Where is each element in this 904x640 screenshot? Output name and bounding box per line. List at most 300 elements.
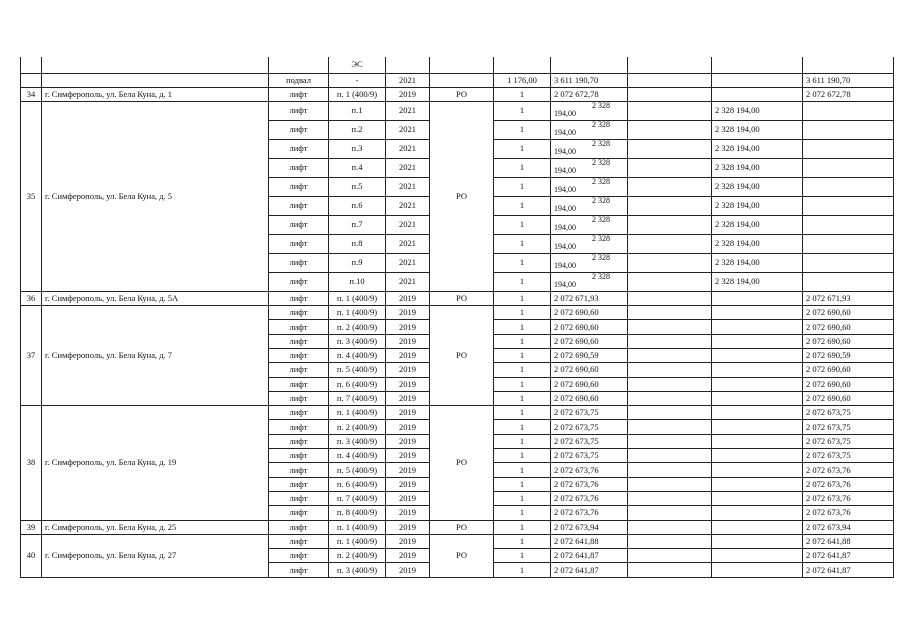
year-cell: 2019 bbox=[386, 434, 430, 448]
quantity-cell: 1 bbox=[494, 234, 551, 253]
cost-split-value bbox=[554, 178, 624, 194]
quantity-cell: 1 bbox=[494, 420, 551, 434]
cost-line-1: 2 328 bbox=[592, 120, 610, 129]
element-id-cell: п.5 bbox=[329, 177, 386, 196]
year-cell: 2019 bbox=[386, 491, 430, 505]
address-cell: г. Симферополь, ул. Бела Куна, д. 5А bbox=[42, 291, 269, 305]
row-number-cell: 37 bbox=[21, 306, 42, 406]
cost-split-value bbox=[554, 102, 624, 118]
quantity-cell: 1 bbox=[494, 87, 551, 101]
table-row bbox=[21, 520, 894, 534]
cost-cell: 2 072 690,60 bbox=[551, 320, 628, 334]
fund-cell bbox=[712, 391, 803, 405]
budget-cell: 2 072 673,75 bbox=[803, 406, 894, 420]
fund-cell: 2 328 194,00 bbox=[712, 253, 803, 272]
element-type-cell: лифт bbox=[269, 334, 329, 348]
cost-line-1: 2 328 bbox=[592, 272, 610, 281]
cost-cell: 2 072 671,93 bbox=[551, 291, 628, 305]
element-id-cell: п. 6 (400/9) bbox=[329, 477, 386, 491]
quantity-cell: 1 bbox=[494, 320, 551, 334]
year-cell: 2019 bbox=[386, 87, 430, 101]
cost-line-2: 194,00 bbox=[554, 127, 576, 137]
year-cell: 2019 bbox=[386, 549, 430, 563]
cost-cell: 2 072 673,75 bbox=[551, 434, 628, 448]
element-id-cell: п.10 bbox=[329, 272, 386, 291]
empty-cell bbox=[628, 320, 712, 334]
element-id-cell: п. 8 (400/9) bbox=[329, 506, 386, 520]
address-cell: г. Симферополь, ул. Бела Куна, д. 5 bbox=[42, 101, 269, 291]
year-cell: 2019 bbox=[386, 377, 430, 391]
address-cell: г. Симферополь, ул. Бела Куна, д. 1 bbox=[42, 87, 269, 101]
budget-cell: 2 072 690,60 bbox=[803, 391, 894, 405]
header-fragment-row bbox=[21, 57, 894, 73]
year-cell: 2019 bbox=[386, 463, 430, 477]
cost-cell: 2 072 673,76 bbox=[551, 491, 628, 505]
fund-cell bbox=[712, 463, 803, 477]
element-id-cell: - bbox=[329, 73, 386, 87]
cost-line-2: 194,00 bbox=[554, 203, 576, 213]
fund-cell bbox=[712, 549, 803, 563]
budget-cell bbox=[803, 120, 894, 139]
quantity-cell: 1 bbox=[494, 434, 551, 448]
element-id-cell: п.4 bbox=[329, 158, 386, 177]
cost-cell bbox=[551, 272, 628, 291]
element-id-cell: п.3 bbox=[329, 139, 386, 158]
fund-cell: 2 328 194,00 bbox=[712, 177, 803, 196]
cost-line-1: 2 328 bbox=[592, 101, 610, 110]
quantity-cell: 1 bbox=[494, 520, 551, 534]
cost-cell: 2 072 641,87 bbox=[551, 549, 628, 563]
method-cell bbox=[430, 73, 494, 87]
row-number-cell: 38 bbox=[21, 406, 42, 520]
quantity-cell: 1 bbox=[494, 196, 551, 215]
cost-cell: 2 072 690,60 bbox=[551, 306, 628, 320]
cost-cell: 2 072 690,60 bbox=[551, 391, 628, 405]
quantity-cell: 1 bbox=[494, 534, 551, 548]
method-cell: РО bbox=[430, 306, 494, 406]
cost-cell bbox=[551, 177, 628, 196]
empty-cell bbox=[628, 177, 712, 196]
element-type-cell: лифт bbox=[269, 434, 329, 448]
quantity-cell: 1 bbox=[494, 477, 551, 491]
fund-cell bbox=[712, 506, 803, 520]
year-cell: 2021 bbox=[386, 215, 430, 234]
element-id-cell: п. 3 (400/9) bbox=[329, 334, 386, 348]
year-cell: 2019 bbox=[386, 506, 430, 520]
cost-split-value bbox=[554, 159, 624, 175]
element-type-cell: лифт bbox=[269, 177, 329, 196]
element-id-cell: п. 3 (400/9) bbox=[329, 434, 386, 448]
cost-cell: 2 072 673,76 bbox=[551, 506, 628, 520]
address-cell: г. Симферополь, ул. Бела Куна, д. 19 bbox=[42, 406, 269, 520]
element-id-cell: п. 7 (400/9) bbox=[329, 491, 386, 505]
quantity-cell: 1 bbox=[494, 139, 551, 158]
year-cell: 2021 bbox=[386, 177, 430, 196]
cost-line-2: 194,00 bbox=[554, 146, 576, 156]
year-cell: 2019 bbox=[386, 348, 430, 362]
empty-cell bbox=[628, 215, 712, 234]
fund-cell: 2 328 194,00 bbox=[712, 234, 803, 253]
quantity-cell: 1 bbox=[494, 391, 551, 405]
cost-line-2: 194,00 bbox=[554, 222, 576, 232]
budget-cell: 2 072 673,94 bbox=[803, 520, 894, 534]
element-type-cell: лифт bbox=[269, 120, 329, 139]
cost-cell: 3 611 190,70 bbox=[551, 73, 628, 87]
empty-cell bbox=[628, 563, 712, 577]
year-cell: 2019 bbox=[386, 534, 430, 548]
year-cell: 2021 bbox=[386, 158, 430, 177]
cost-cell: 2 072 673,76 bbox=[551, 463, 628, 477]
quantity-cell: 1 bbox=[494, 348, 551, 362]
element-id-cell: п. 1 (400/9) bbox=[329, 534, 386, 548]
year-cell: 2019 bbox=[386, 391, 430, 405]
cost-cell: 2 072 673,75 bbox=[551, 420, 628, 434]
fund-cell bbox=[712, 449, 803, 463]
quantity-cell: 1 bbox=[494, 334, 551, 348]
method-cell: РО bbox=[430, 534, 494, 577]
quantity-cell: 1 bbox=[494, 291, 551, 305]
budget-cell: 2 072 673,76 bbox=[803, 463, 894, 477]
fund-cell: 2 328 194,00 bbox=[712, 139, 803, 158]
cost-line-2: 194,00 bbox=[554, 108, 576, 118]
empty-cell bbox=[628, 87, 712, 101]
address-cell: г. Симферополь, ул. Бела Куна, д. 7 bbox=[42, 306, 269, 406]
quantity-cell: 1 bbox=[494, 215, 551, 234]
budget-cell: 2 072 641,87 bbox=[803, 549, 894, 563]
quantity-cell: 1 bbox=[494, 506, 551, 520]
element-type-cell: лифт bbox=[269, 549, 329, 563]
empty-cell bbox=[628, 549, 712, 563]
empty-cell bbox=[628, 334, 712, 348]
fund-cell: 2 328 194,00 bbox=[712, 158, 803, 177]
budget-cell: 2 072 673,76 bbox=[803, 506, 894, 520]
cost-split-value bbox=[554, 216, 624, 232]
fund-cell bbox=[712, 320, 803, 334]
empty-cell bbox=[628, 306, 712, 320]
fund-cell bbox=[712, 520, 803, 534]
fund-cell bbox=[712, 563, 803, 577]
budget-cell: 2 072 690,60 bbox=[803, 320, 894, 334]
budget-cell bbox=[803, 215, 894, 234]
cost-cell bbox=[551, 158, 628, 177]
empty-cell bbox=[628, 534, 712, 548]
fund-cell bbox=[712, 420, 803, 434]
element-id-cell: п.1 bbox=[329, 101, 386, 120]
budget-cell: 2 072 690,60 bbox=[803, 363, 894, 377]
fund-cell bbox=[712, 334, 803, 348]
address-cell: г. Симферополь, ул. Бела Куна, д. 25 bbox=[42, 520, 269, 534]
year-cell: 2019 bbox=[386, 520, 430, 534]
year-cell: 2019 bbox=[386, 291, 430, 305]
cost-line-1: 2 328 bbox=[592, 158, 610, 167]
fund-cell: 2 328 194,00 bbox=[712, 215, 803, 234]
empty-cell bbox=[628, 291, 712, 305]
element-type-cell: лифт bbox=[269, 196, 329, 215]
year-cell: 2019 bbox=[386, 406, 430, 420]
row-number-cell: 39 bbox=[21, 520, 42, 534]
row-number-cell bbox=[21, 73, 42, 87]
fund-cell bbox=[712, 363, 803, 377]
method-cell: РО bbox=[430, 520, 494, 534]
element-type-cell: лифт bbox=[269, 87, 329, 101]
empty-cell bbox=[628, 272, 712, 291]
budget-cell bbox=[803, 177, 894, 196]
year-cell: 2021 bbox=[386, 234, 430, 253]
element-type-cell: лифт bbox=[269, 420, 329, 434]
cost-line-2: 194,00 bbox=[554, 165, 576, 175]
table-row bbox=[21, 406, 894, 420]
element-id-cell: п. 6 (400/9) bbox=[329, 377, 386, 391]
element-type-cell: лифт bbox=[269, 463, 329, 477]
cost-split-value bbox=[554, 254, 624, 270]
table-row bbox=[21, 534, 894, 548]
quantity-cell: 1 bbox=[494, 377, 551, 391]
element-id-cell: п. 1 (400/9) bbox=[329, 291, 386, 305]
cost-line-1: 2 328 bbox=[592, 139, 610, 148]
year-cell: 2019 bbox=[386, 477, 430, 491]
method-cell: РО bbox=[430, 101, 494, 291]
element-type-cell: лифт bbox=[269, 306, 329, 320]
cost-cell: 2 072 673,94 bbox=[551, 520, 628, 534]
method-cell: РО bbox=[430, 291, 494, 305]
cost-line-1: 2 328 bbox=[592, 253, 610, 262]
quantity-cell: 1 bbox=[494, 563, 551, 577]
element-type-cell: лифт bbox=[269, 563, 329, 577]
header-system-label: ЭС bbox=[329, 57, 386, 73]
cost-cell bbox=[551, 120, 628, 139]
empty-cell bbox=[628, 196, 712, 215]
year-cell: 2019 bbox=[386, 420, 430, 434]
element-type-cell: лифт bbox=[269, 377, 329, 391]
empty-cell bbox=[628, 348, 712, 362]
element-id-cell: п. 7 (400/9) bbox=[329, 391, 386, 405]
empty-cell bbox=[628, 234, 712, 253]
cost-cell bbox=[551, 101, 628, 120]
empty-cell bbox=[628, 491, 712, 505]
document-table bbox=[20, 57, 894, 578]
cost-cell bbox=[551, 234, 628, 253]
fund-cell bbox=[712, 73, 803, 87]
element-id-cell: п. 5 (400/9) bbox=[329, 463, 386, 477]
fund-cell: 2 328 194,00 bbox=[712, 101, 803, 120]
element-type-cell: лифт bbox=[269, 534, 329, 548]
cost-line-2: 194,00 bbox=[554, 184, 576, 194]
cost-line-2: 194,00 bbox=[554, 279, 576, 289]
empty-cell bbox=[628, 377, 712, 391]
element-type-cell: лифт bbox=[269, 449, 329, 463]
cost-line-1: 2 328 bbox=[592, 196, 610, 205]
address-cell bbox=[42, 73, 269, 87]
element-type-cell: лифт bbox=[269, 363, 329, 377]
element-type-cell: лифт bbox=[269, 101, 329, 120]
cost-split-value bbox=[554, 235, 624, 251]
empty-cell bbox=[628, 406, 712, 420]
element-id-cell: п.9 bbox=[329, 253, 386, 272]
empty-cell bbox=[628, 120, 712, 139]
address-cell: г. Симферополь, ул. Бела Куна, д. 27 bbox=[42, 534, 269, 577]
fund-cell bbox=[712, 87, 803, 101]
cost-cell: 2 072 690,60 bbox=[551, 377, 628, 391]
table-row bbox=[21, 73, 894, 87]
element-type-cell: лифт bbox=[269, 320, 329, 334]
budget-cell: 2 072 673,76 bbox=[803, 491, 894, 505]
element-type-cell: лифт bbox=[269, 477, 329, 491]
cost-cell: 2 072 690,60 bbox=[551, 363, 628, 377]
budget-cell: 2 072 671,93 bbox=[803, 291, 894, 305]
year-cell: 2019 bbox=[386, 563, 430, 577]
element-type-cell: лифт bbox=[269, 234, 329, 253]
empty-cell bbox=[628, 449, 712, 463]
element-id-cell: п. 1 (400/9) bbox=[329, 406, 386, 420]
quantity-cell: 1 bbox=[494, 549, 551, 563]
element-type-cell: лифт bbox=[269, 291, 329, 305]
budget-cell: 2 072 673,76 bbox=[803, 477, 894, 491]
empty-cell bbox=[628, 101, 712, 120]
cost-cell bbox=[551, 139, 628, 158]
element-id-cell: п. 1 (400/9) bbox=[329, 87, 386, 101]
element-type-cell: лифт bbox=[269, 348, 329, 362]
row-number-cell: 36 bbox=[21, 291, 42, 305]
budget-cell: 2 072 690,60 bbox=[803, 334, 894, 348]
year-cell: 2021 bbox=[386, 272, 430, 291]
quantity-cell: 1 bbox=[494, 363, 551, 377]
budget-cell: 2 072 641,88 bbox=[803, 534, 894, 548]
method-cell: РО bbox=[430, 406, 494, 520]
quantity-cell: 1 bbox=[494, 101, 551, 120]
budget-cell: 2 072 673,75 bbox=[803, 449, 894, 463]
empty-cell bbox=[628, 158, 712, 177]
element-id-cell: п. 1 (400/9) bbox=[329, 520, 386, 534]
element-id-cell: п. 2 (400/9) bbox=[329, 420, 386, 434]
element-id-cell: п. 5 (400/9) bbox=[329, 363, 386, 377]
element-id-cell: п. 2 (400/9) bbox=[329, 320, 386, 334]
cost-cell bbox=[551, 253, 628, 272]
empty-cell bbox=[628, 420, 712, 434]
budget-cell bbox=[803, 272, 894, 291]
element-id-cell: п. 1 (400/9) bbox=[329, 306, 386, 320]
empty-cell bbox=[628, 477, 712, 491]
quantity-cell: 1 bbox=[494, 463, 551, 477]
cost-cell: 2 072 672,78 bbox=[551, 87, 628, 101]
element-type-cell: лифт bbox=[269, 491, 329, 505]
year-cell: 2019 bbox=[386, 320, 430, 334]
cost-line-2: 194,00 bbox=[554, 241, 576, 251]
budget-cell bbox=[803, 234, 894, 253]
year-cell: 2019 bbox=[386, 334, 430, 348]
quantity-cell: 1 176,00 bbox=[494, 73, 551, 87]
element-id-cell: п.8 bbox=[329, 234, 386, 253]
empty-cell bbox=[628, 73, 712, 87]
quantity-cell: 1 bbox=[494, 253, 551, 272]
fund-cell bbox=[712, 377, 803, 391]
row-number-cell: 35 bbox=[21, 101, 42, 291]
table-row bbox=[21, 87, 894, 101]
quantity-cell: 1 bbox=[494, 177, 551, 196]
cost-line-1: 2 328 bbox=[592, 177, 610, 186]
table-row bbox=[21, 101, 894, 120]
quantity-cell: 1 bbox=[494, 406, 551, 420]
fund-cell bbox=[712, 306, 803, 320]
cost-line-1: 2 328 bbox=[592, 215, 610, 224]
budget-cell bbox=[803, 196, 894, 215]
cost-cell: 2 072 673,76 bbox=[551, 477, 628, 491]
year-cell: 2021 bbox=[386, 73, 430, 87]
element-id-cell: п. 3 (400/9) bbox=[329, 563, 386, 577]
table-row bbox=[21, 291, 894, 305]
quantity-cell: 1 bbox=[494, 272, 551, 291]
budget-cell: 2 072 672,78 bbox=[803, 87, 894, 101]
empty-cell bbox=[628, 363, 712, 377]
element-type-cell: лифт bbox=[269, 215, 329, 234]
quantity-cell: 1 bbox=[494, 158, 551, 177]
element-type-cell: лифт bbox=[269, 253, 329, 272]
budget-cell: 3 611 190,70 bbox=[803, 73, 894, 87]
method-cell: РО bbox=[430, 87, 494, 101]
cost-cell: 2 072 673,75 bbox=[551, 406, 628, 420]
quantity-cell: 1 bbox=[494, 491, 551, 505]
year-cell: 2021 bbox=[386, 196, 430, 215]
year-cell: 2021 bbox=[386, 101, 430, 120]
cost-cell bbox=[551, 196, 628, 215]
empty-cell bbox=[628, 139, 712, 158]
cost-cell: 2 072 690,60 bbox=[551, 334, 628, 348]
element-id-cell: п. 2 (400/9) bbox=[329, 549, 386, 563]
year-cell: 2019 bbox=[386, 306, 430, 320]
budget-cell bbox=[803, 101, 894, 120]
year-cell: 2021 bbox=[386, 139, 430, 158]
cost-cell: 2 072 673,75 bbox=[551, 449, 628, 463]
element-type-cell: лифт bbox=[269, 520, 329, 534]
cost-line-1: 2 328 bbox=[592, 234, 610, 243]
empty-cell bbox=[628, 520, 712, 534]
budget-cell: 2 072 690,60 bbox=[803, 306, 894, 320]
element-id-cell: п. 4 (400/9) bbox=[329, 348, 386, 362]
row-number-cell: 34 bbox=[21, 87, 42, 101]
cost-cell: 2 072 690,59 bbox=[551, 348, 628, 362]
fund-cell: 2 328 194,00 bbox=[712, 196, 803, 215]
element-id-cell: п. 4 (400/9) bbox=[329, 449, 386, 463]
cost-cell: 2 072 641,87 bbox=[551, 563, 628, 577]
cost-cell: 2 072 641,88 bbox=[551, 534, 628, 548]
element-id-cell: п.2 bbox=[329, 120, 386, 139]
quantity-cell: 1 bbox=[494, 120, 551, 139]
budget-cell: 2 072 673,75 bbox=[803, 420, 894, 434]
fund-cell bbox=[712, 291, 803, 305]
element-type-cell: лифт bbox=[269, 272, 329, 291]
element-type-cell: лифт bbox=[269, 406, 329, 420]
fund-cell bbox=[712, 406, 803, 420]
budget-cell: 2 072 690,59 bbox=[803, 348, 894, 362]
fund-cell bbox=[712, 534, 803, 548]
table-body bbox=[21, 57, 894, 577]
table-row bbox=[21, 306, 894, 320]
budget-cell bbox=[803, 139, 894, 158]
empty-cell bbox=[628, 434, 712, 448]
budget-cell: 2 072 641,87 bbox=[803, 563, 894, 577]
fund-cell bbox=[712, 434, 803, 448]
budget-cell bbox=[803, 158, 894, 177]
budget-cell: 2 072 690,60 bbox=[803, 377, 894, 391]
cost-split-value bbox=[554, 121, 624, 137]
fund-cell: 2 328 194,00 bbox=[712, 272, 803, 291]
year-cell: 2019 bbox=[386, 449, 430, 463]
element-type-cell: подвал bbox=[269, 73, 329, 87]
budget-cell: 2 072 673,75 bbox=[803, 434, 894, 448]
budget-cell bbox=[803, 253, 894, 272]
fund-cell bbox=[712, 491, 803, 505]
cost-split-value bbox=[554, 140, 624, 156]
year-cell: 2021 bbox=[386, 120, 430, 139]
